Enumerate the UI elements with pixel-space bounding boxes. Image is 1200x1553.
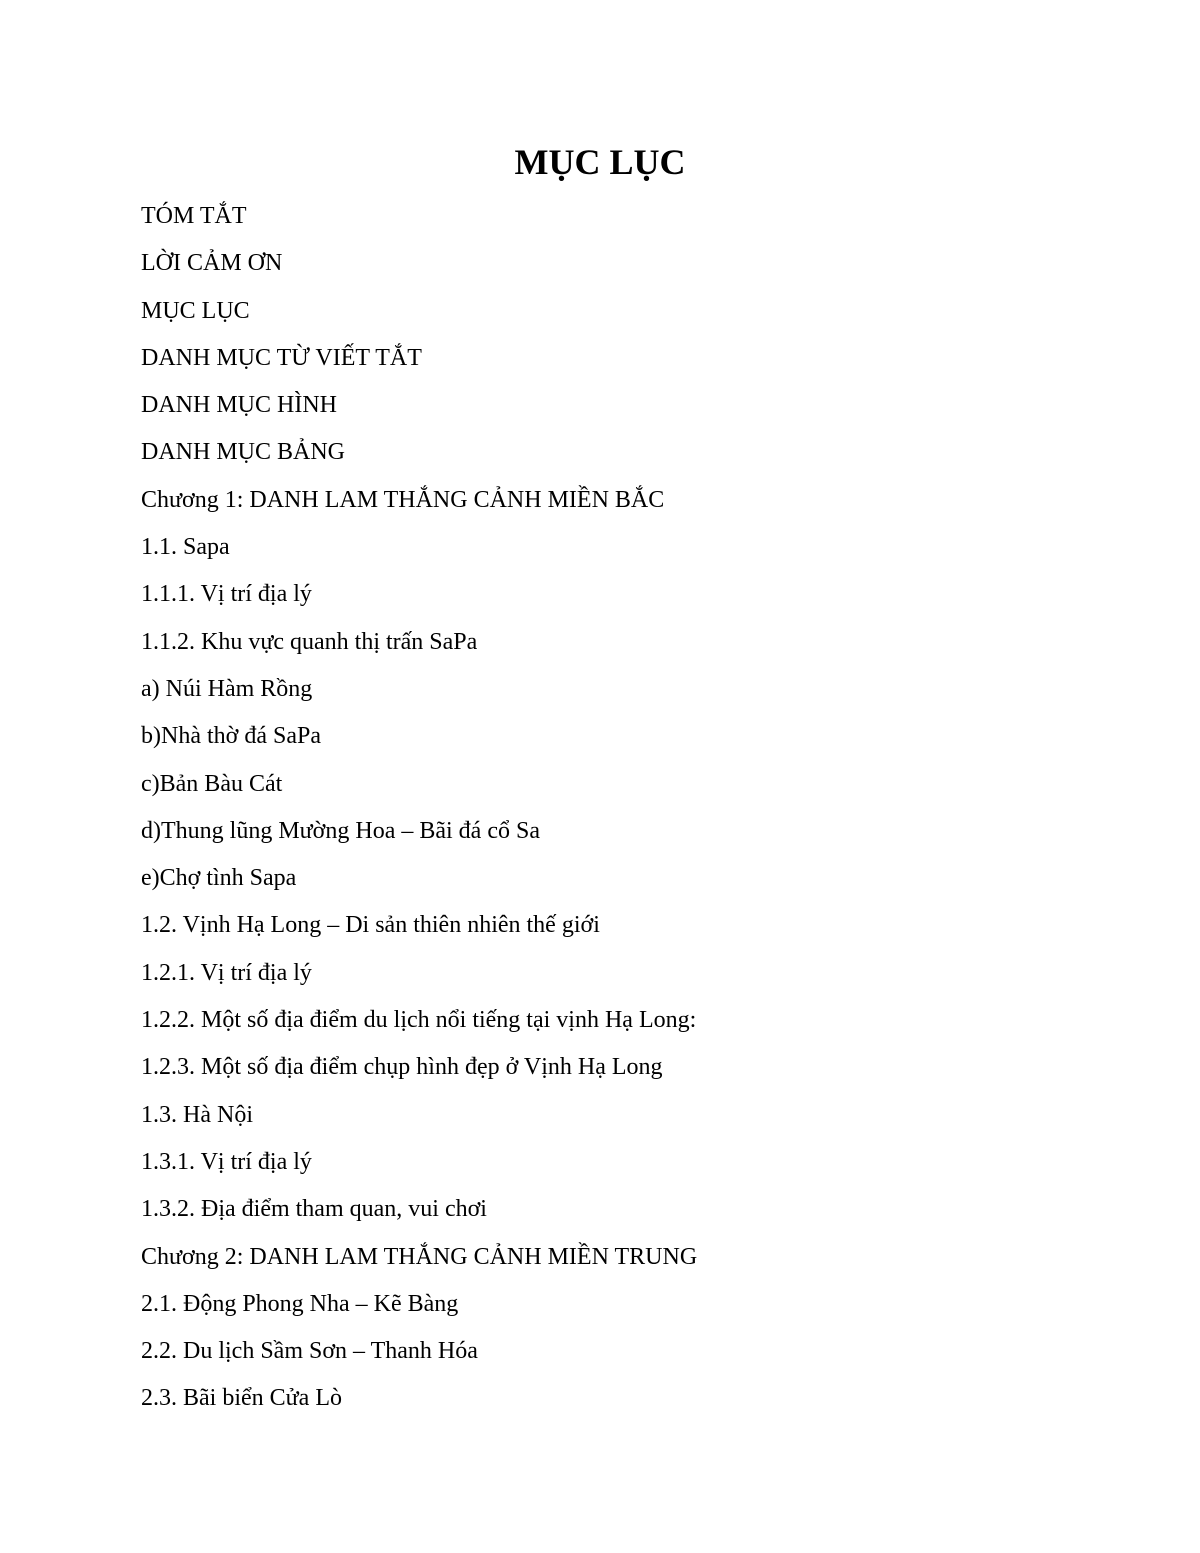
toc-entry: d)Thung lũng Mường Hoa – Bãi đá cổ Sa <box>141 817 540 844</box>
toc-entry: a) Núi Hàm Rồng <box>141 675 313 702</box>
toc-entry: 1.3.1. Vị trí địa lý <box>141 1148 312 1175</box>
toc-entry: b)Nhà thờ đá SaPa <box>141 723 321 750</box>
toc-entry: LỜI CẢM ƠN <box>141 250 283 277</box>
toc-entry: 2.2. Du lịch Sầm Sơn – Thanh Hóa <box>141 1338 478 1365</box>
toc-entry: DANH MỤC BẢNG <box>141 439 346 466</box>
page-title: MỤC LỤC <box>514 142 686 182</box>
toc-chapter-heading: Chương 2: DANH LAM THẮNG CẢNH MIỀN TRUNG <box>141 1243 698 1270</box>
toc-entry: 1.3.2. Địa điểm tham quan, vui chơi <box>141 1196 487 1223</box>
toc-entry: 2.1. Động Phong Nha – Kẽ Bàng <box>141 1290 459 1317</box>
toc-chapter-heading: Chương 1: DANH LAM THẮNG CẢNH MIỀN BẮC <box>141 486 665 513</box>
toc-entry: 1.1.1. Vị trí địa lý <box>141 581 312 608</box>
toc-entry: 1.1. Sapa <box>141 534 230 561</box>
toc-entry: 1.3. Hà Nội <box>141 1101 253 1128</box>
toc-entry: DANH MỤC TỪ VIẾT TẮT <box>141 344 422 371</box>
toc-entry: 1.2.2. Một số địa điểm du lịch nổi tiếng tại vịnh Hạ Long: <box>141 1007 697 1034</box>
toc-entry: 1.2.1. Vị trí địa lý <box>141 959 312 986</box>
table-of-contents <box>141 198 697 1428</box>
toc-entry: 1.1.2. Khu vực quanh thị trấn SaPa <box>141 628 478 655</box>
toc-entry: TÓM TẮT <box>141 203 247 229</box>
toc-entry: DANH MỤC HÌNH <box>141 392 337 419</box>
toc-entry: 2.3. Bãi biển Cửa Lò <box>141 1385 342 1412</box>
toc-entry: e)Chợ tình Sapa <box>141 865 297 892</box>
toc-entry: MỤC LỤC <box>141 297 250 324</box>
toc-entry: 1.2. Vịnh Hạ Long – Di sản thiên nhiên thế giới <box>141 912 600 939</box>
toc-entry: 1.2.3. Một số địa điểm chụp hình đẹp ở Vịnh Hạ Long <box>141 1054 663 1081</box>
toc-entry: c)Bản Bàu Cát <box>141 770 283 797</box>
